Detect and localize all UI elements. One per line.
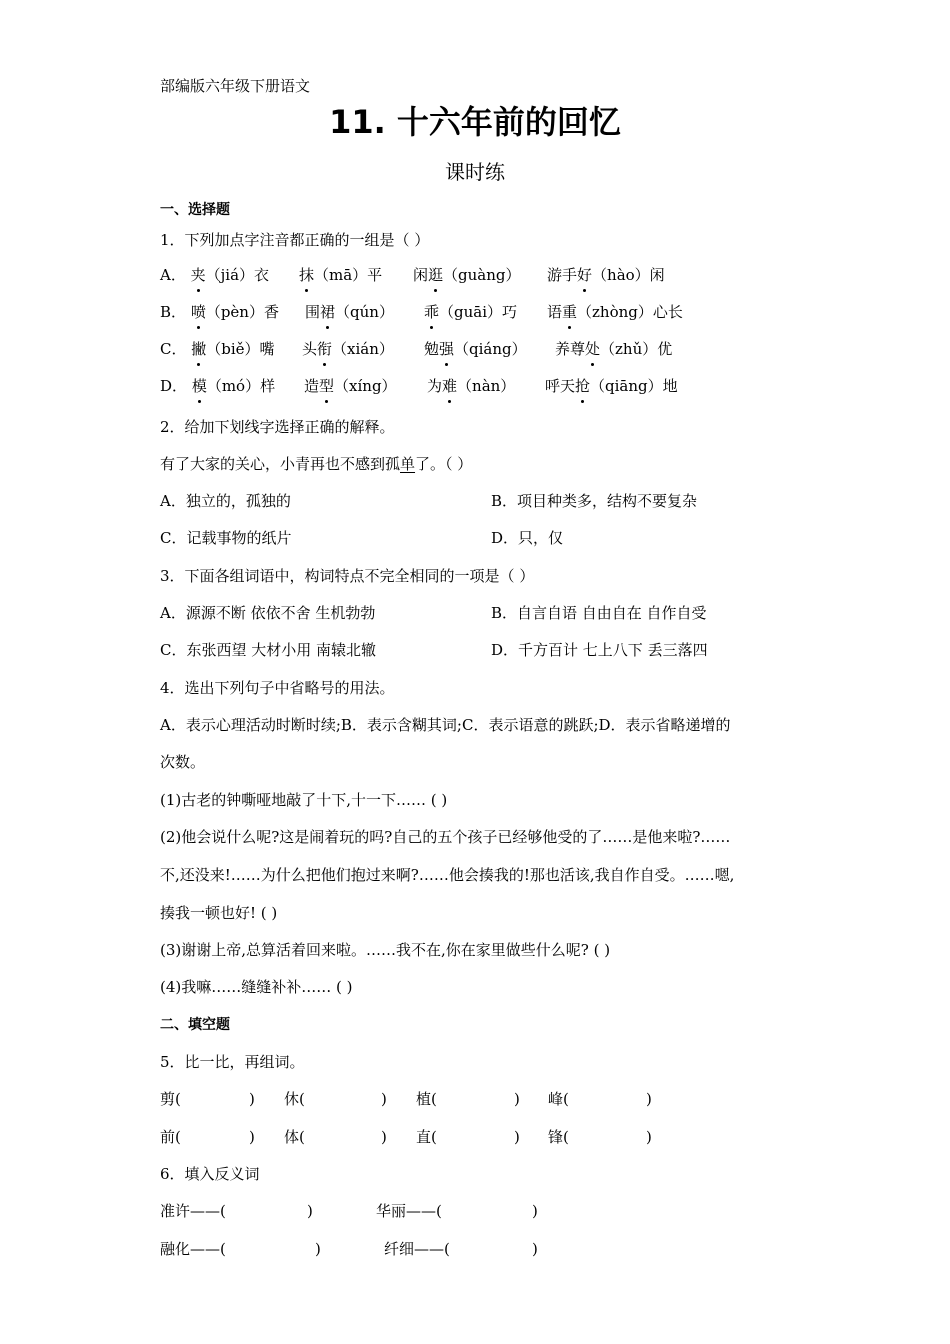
q4-sentence-2-line-1: (2)他会说什么呢?这是闹着玩的吗?自己的五个孩子已经够他受的了……是他来啦?……: [160, 828, 731, 846]
q5-blank-6-close: ): [381, 1128, 387, 1146]
q5-blank-7-open: 直(: [416, 1128, 437, 1146]
q5-blank-7-close: ): [514, 1128, 520, 1146]
q1-c-item-3: 勉强（qiáng）: [424, 340, 527, 358]
question-5-stem: 5．比一比，再组词。: [160, 1053, 305, 1071]
q5-blank-1-open: 剪(: [160, 1090, 181, 1108]
q1-a-item-4: 游手好（hào）闲: [547, 266, 665, 284]
q1-a-item-1: 夹（jiá）衣: [190, 266, 270, 284]
q6-item-1-close: ): [307, 1202, 313, 1220]
q6-item-2-open: 华丽——(: [376, 1202, 442, 1220]
question-6-stem: 6．填入反义词: [160, 1165, 260, 1183]
q4-sentence-3: (3)谢谢上帝,总算活着回来啦。……我不在,你在家里做些什么呢? ( ): [160, 941, 611, 959]
q4-sentence-1: (1)古老的钟嘶哑地敲了十下,十一下…… ( ): [160, 791, 448, 809]
section-heading-choice: 一、选择题: [160, 202, 230, 218]
q5-blank-5-open: 前(: [160, 1128, 181, 1146]
q2-option-b: B．项目种类多，结构不要复杂: [491, 492, 698, 510]
q1-b-item-4: 语重（zhòng）心长: [547, 303, 683, 321]
q1-d-item-4: 呼天抢（qiāng）地: [545, 377, 678, 395]
q5-blank-5-close: ): [249, 1128, 255, 1146]
q4-sentence-2-line-3: 揍我一顿也好! ( ): [160, 904, 278, 922]
q4-sentence-2-line-2: 不,还没来!……为什么把他们抱过来啊?……他会揍我的!那也活该,我自作自受。……嗯,: [160, 866, 735, 884]
page-title: 11. 十六年前的回忆: [329, 103, 621, 141]
q1-a-item-3: 闲逛（guàng）: [413, 266, 521, 284]
q5-blank-4-open: 峰(: [548, 1090, 569, 1108]
q5-blank-4-close: ): [646, 1090, 652, 1108]
option-letter: B．: [160, 303, 187, 321]
underlined-char: 单: [400, 455, 416, 473]
q1-c-item-4: 养尊处（zhǔ）优: [555, 340, 673, 358]
q6-item-3-open: 融化——(: [160, 1240, 226, 1258]
page-subtitle: 课时练: [445, 160, 505, 184]
q6-item-4-open: 纤细——(: [384, 1240, 450, 1258]
q1-b-item-2: 围裙（qún）: [305, 303, 394, 321]
option-letter: A．: [160, 266, 186, 284]
q1-a-item-2: 抹（mā）平: [299, 266, 383, 284]
q3-option-d: D．千方百计 七上八下 丢三落四: [491, 641, 708, 659]
q1-option-d: [160, 376, 275, 396]
document-header: 部编版六年级下册语文: [160, 77, 311, 95]
q3-option-b: B．自言自语 自由自在 自作自受: [491, 604, 707, 622]
q5-blank-3-close: ): [514, 1090, 520, 1108]
q4-sentence-4: (4)我嘛……缝缝补补…… ( ): [160, 978, 353, 996]
q2-option-a: A．独立的，孤独的: [160, 492, 291, 510]
q5-blank-2-close: ): [381, 1090, 387, 1108]
q5-blank-1-close: ): [249, 1090, 255, 1108]
q6-item-3-close: ): [315, 1240, 321, 1258]
q6-item-4-close: ): [532, 1240, 538, 1258]
q1-b-item-1: 喷（pèn）香: [190, 303, 279, 321]
question-1-stem: 1．下列加点字注音都正确的一组是（ ）: [160, 231, 430, 249]
q1-option-c: [160, 339, 275, 359]
q1-d-item-2: 造型（xíng）: [304, 377, 397, 395]
q3-option-c: C．东张西望 大材小用 南辕北辙: [160, 641, 377, 659]
q5-blank-2-open: 休(: [284, 1090, 305, 1108]
option-letter: D．: [160, 377, 188, 395]
q2-option-c: C．记载事物的纸片: [160, 529, 292, 547]
q4-options-line-2: 次数。: [160, 753, 206, 771]
section-heading-fill: 二、填空题: [160, 1017, 230, 1033]
question-4-stem: 4．选出下列句子中省略号的用法。: [160, 679, 395, 697]
option-letter: C．: [160, 340, 187, 358]
q5-blank-8-open: 锋(: [548, 1128, 569, 1146]
q1-c-item-2: 头衔（xián）: [302, 340, 394, 358]
q2-option-d: D．只，仅: [491, 529, 564, 547]
q5-blank-6-open: 体(: [284, 1128, 305, 1146]
q1-option-a: [160, 265, 269, 285]
question-2-sentence: 有了大家的关心，小青再也不感到孤单了。（ ）: [160, 455, 473, 473]
q1-b-item-3: 乖（guāi）巧: [424, 303, 518, 321]
q5-blank-8-close: ): [646, 1128, 652, 1146]
q4-options-line-1: A．表示心理活动时断时续;B．表示含糊其词;C．表示语意的跳跃;D．表示省略递增的: [160, 716, 731, 734]
q6-item-2-close: ): [532, 1202, 538, 1220]
q1-option-b: [160, 302, 279, 322]
q1-d-item-3: 为难（nàn）: [427, 377, 516, 395]
question-2-stem: 2．给加下划线字选择正确的解释。: [160, 418, 395, 436]
q6-item-1-open: 准许——(: [160, 1202, 226, 1220]
q3-option-a: A．源源不断 依依不舍 生机勃勃: [160, 604, 376, 622]
q1-d-item-1: 模（mó）样: [191, 377, 276, 395]
q1-c-item-1: 撇（biě）嘴: [191, 340, 275, 358]
question-3-stem: 3．下面各组词语中，构词特点不完全相同的一项是（ ）: [160, 567, 535, 585]
q5-blank-3-open: 植(: [416, 1090, 437, 1108]
